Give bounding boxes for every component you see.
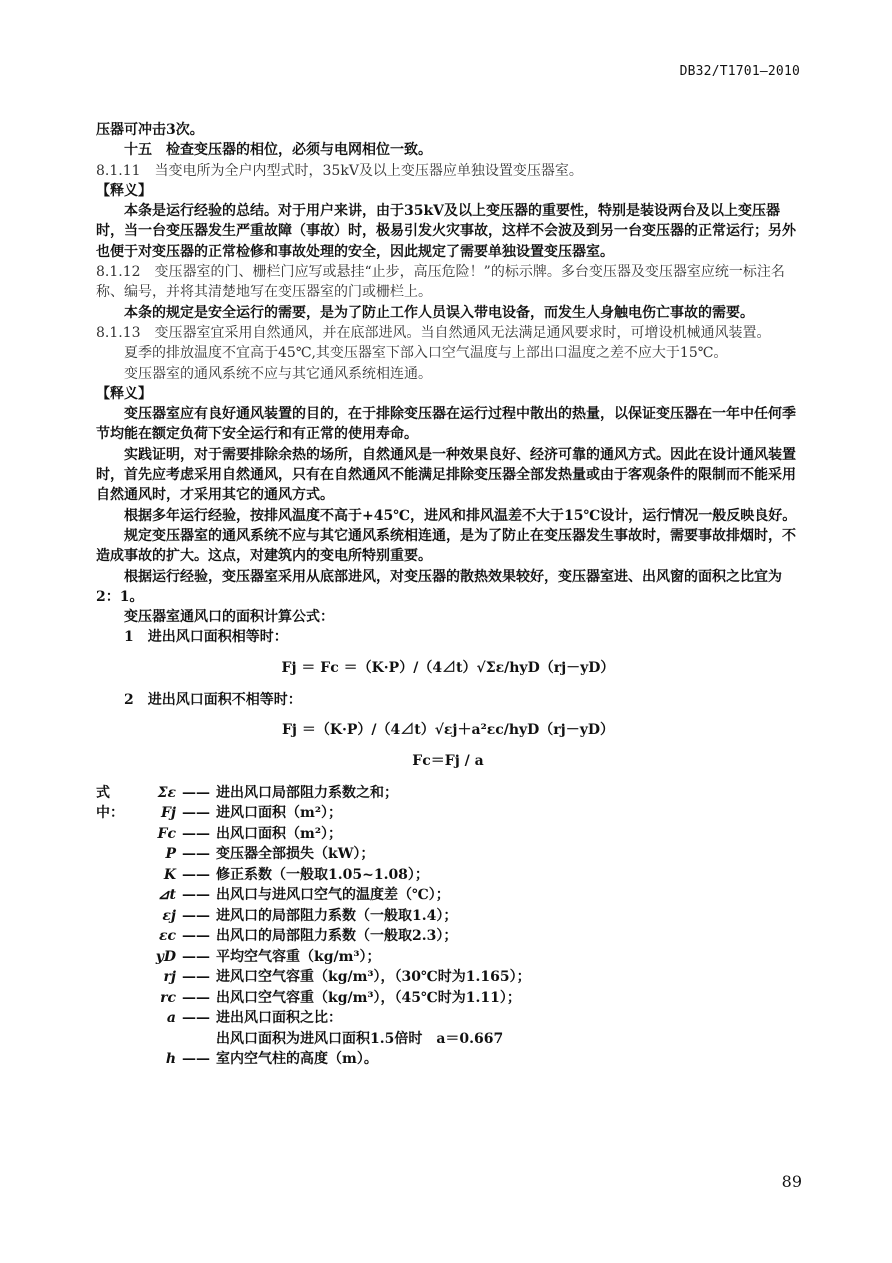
legend-text: 修正系数（一般取1.05~1.08）； bbox=[216, 866, 429, 883]
paragraph: 变压器室应有良好通风装置的目的，在于排除变压器在运行过程中散出的热量，以保证变压器在一年中任何季节均能在额定负荷下安全运行和有正常的使用寿命。 bbox=[96, 406, 796, 443]
legend-symbol: ⊿t bbox=[157, 887, 176, 904]
legend-text: 出风口与进风口空气的温度差（℃）； bbox=[216, 887, 450, 904]
legend-symbol: Σε bbox=[157, 784, 176, 801]
legend-symbol: rc bbox=[160, 989, 176, 1006]
legend-row bbox=[96, 926, 800, 947]
legend-text: 进风口的局部阻力系数（一般取1.4）； bbox=[216, 907, 458, 924]
case-1-label: 1 进出风口面积相等时： bbox=[124, 629, 288, 646]
legend-row bbox=[96, 824, 800, 845]
legend-symbol: K bbox=[163, 866, 176, 883]
legend-dash: —— bbox=[182, 928, 210, 945]
legend-symbol: Fc bbox=[157, 825, 176, 842]
legend-text: 出风口的局部阻力系数（一般取2.3）； bbox=[216, 928, 458, 945]
clause-fifteen: 十五 检查变压器的相位，必须与电网相位一致。 bbox=[124, 142, 432, 159]
legend-dash: —— bbox=[182, 948, 210, 965]
legend-text: 进风口面积（m²）； bbox=[216, 805, 342, 822]
legend-text: 出风口面积为进风口面积1.5倍时 a＝0.667 bbox=[216, 1030, 504, 1047]
legend-dash: —— bbox=[182, 784, 210, 801]
legend-dash: —— bbox=[182, 887, 210, 904]
legend-row bbox=[96, 967, 800, 988]
legend-dash: —— bbox=[182, 846, 210, 863]
interpretation-heading: 【释义】 bbox=[96, 385, 152, 402]
legend-dash: —— bbox=[182, 1051, 210, 1068]
paragraph: 变压器室通风口的面积计算公式： bbox=[124, 609, 334, 626]
legend-text: 进出风口局部阻力系数之和； bbox=[216, 784, 398, 801]
paragraph: 夏季的排放温度不宜高于45℃,其变压器室下部入口空气温度与上部出口温度之差不应大于15℃。 bbox=[124, 345, 728, 362]
legend-text: 平均空气容重（kg/m³）； bbox=[216, 948, 381, 965]
symbol-legend bbox=[96, 783, 800, 1070]
legend-text: 进风口空气容重（kg/m³），（30℃时为1.165）； bbox=[216, 969, 531, 986]
legend-row bbox=[96, 885, 800, 906]
paragraph: 变压器室的通风系统不应与其它通风系统相连通。 bbox=[124, 365, 432, 382]
paragraph: 根据运行经验，变压器室采用从底部进风，对变压器的散热效果较好，变压器室进、出风窗的面积之比宜为2：1。 bbox=[96, 568, 782, 605]
legend-dash: —— bbox=[182, 1010, 210, 1027]
legend-text: 室内空气柱的高度（m）。 bbox=[216, 1051, 378, 1068]
clause-8-1-12: 8.1.12 变压器室的门、栅栏门应写或悬挂“止步，高压危险！”的标示牌。多台变压器及变压器室应统一标注名称、编号，并将其清楚地写在变压器室的门或栅栏上。 bbox=[96, 264, 785, 301]
case-2-label: 2 进出风口面积不相等时： bbox=[124, 692, 302, 709]
formula-unequal-area: Fj ＝（K·P）/（4⊿t）√εj＋a²εc/hyD（rj－yD） bbox=[281, 722, 615, 739]
legend-row bbox=[96, 844, 800, 865]
paragraph: 实践证明，对于需要排除余热的场所，自然通风是一种效果良好、经济可靠的通风方式。因此在设计通风装置时，首先应考虑采用自然通风，只有在自然通风不能满足排除变压器全部发热量或由于客观条件的限制而不能采用自然通风时，才采用其它的通风方式。 bbox=[96, 446, 796, 504]
formula-equal-area: Fj ＝ Fc ＝（K·P）/（4⊿t）√Σε/hyD（rj－yD） bbox=[281, 659, 615, 676]
legend-row bbox=[96, 906, 800, 927]
interpretation-heading: 【释义】 bbox=[96, 182, 152, 199]
legend-text: 进出风口面积之比： bbox=[216, 1010, 342, 1027]
document-code-header: DB32/T1701—2010 bbox=[679, 64, 800, 79]
legend-symbol: a bbox=[166, 1010, 176, 1027]
legend-dash: —— bbox=[182, 805, 210, 822]
clause-8-1-11: 8.1.11 当变电所为全户内型式时，35kV及以上变压器应单独设置变压器室。 bbox=[96, 162, 583, 179]
legend-dash: —— bbox=[182, 969, 210, 986]
legend-dash: —— bbox=[182, 866, 210, 883]
legend-row bbox=[96, 1008, 800, 1029]
legend-dash: —— bbox=[182, 989, 210, 1006]
page-content bbox=[96, 120, 800, 1070]
formula-outlet-area: Fc＝Fj / a bbox=[412, 752, 484, 769]
legend-symbol: εj bbox=[162, 907, 176, 924]
legend-row bbox=[96, 1029, 800, 1050]
paragraph: 根据多年运行经验，按排风温度不高于+45℃，进风和排风温差不大于15℃设计，运行情况一般反映良好。 bbox=[124, 507, 797, 524]
legend-text: 变压器全部损失（kW）； bbox=[216, 846, 375, 863]
clause-8-1-13: 8.1.13 变压器室宜采用自然通风，并在底部进风。当自然通风无法满足通风要求时，可增设机械通风装置。 bbox=[96, 324, 771, 341]
legend-symbol: εc bbox=[158, 928, 176, 945]
paragraph: 压器可冲击3次。 bbox=[96, 122, 204, 138]
legend-symbol: P bbox=[165, 846, 176, 863]
legend-row bbox=[96, 947, 800, 968]
legend-row bbox=[96, 1049, 800, 1070]
paragraph: 本条是运行经验的总结。对于用户来讲，由于35kV及以上变压器的重要性，特别是装设两台及以上变压器时，当一台变压器发生严重故障（事故）时，极易引发火灾事故，这样不会波及到另一台变压器的正常运行；另外也便于对变压器的正常检修和事故处理的安全，因此规定了需要单独设置变压器室。 bbox=[96, 203, 796, 260]
legend-symbol: rj bbox=[163, 969, 176, 986]
legend-text: 出风口空气容重（kg/m³），（45℃时为1.11）； bbox=[216, 989, 521, 1006]
page-number: 89 bbox=[781, 1172, 802, 1191]
legend-row bbox=[96, 865, 800, 886]
legend-row bbox=[96, 988, 800, 1009]
legend-dash: —— bbox=[182, 825, 210, 842]
paragraph: 规定变压器室的通风系统不应与其它通风系统相连通，是为了防止在变压器发生事故时，需要事故排烟时，不造成事故的扩大。这点，对建筑内的变电所特别重要。 bbox=[96, 527, 796, 565]
legend-row bbox=[96, 803, 800, 824]
legend-lead: 式中： bbox=[96, 784, 124, 822]
legend-symbol: yD bbox=[155, 948, 176, 965]
legend-symbol: Fj bbox=[160, 805, 176, 822]
legend-dash: —— bbox=[182, 907, 210, 924]
legend-text: 出风口面积（m²）； bbox=[216, 825, 342, 842]
paragraph: 本条的规定是安全运行的需要，是为了防止工作人员误入带电设备，而发生人身触电伤亡事故的需要。 bbox=[124, 304, 754, 321]
legend-symbol: h bbox=[165, 1051, 176, 1068]
